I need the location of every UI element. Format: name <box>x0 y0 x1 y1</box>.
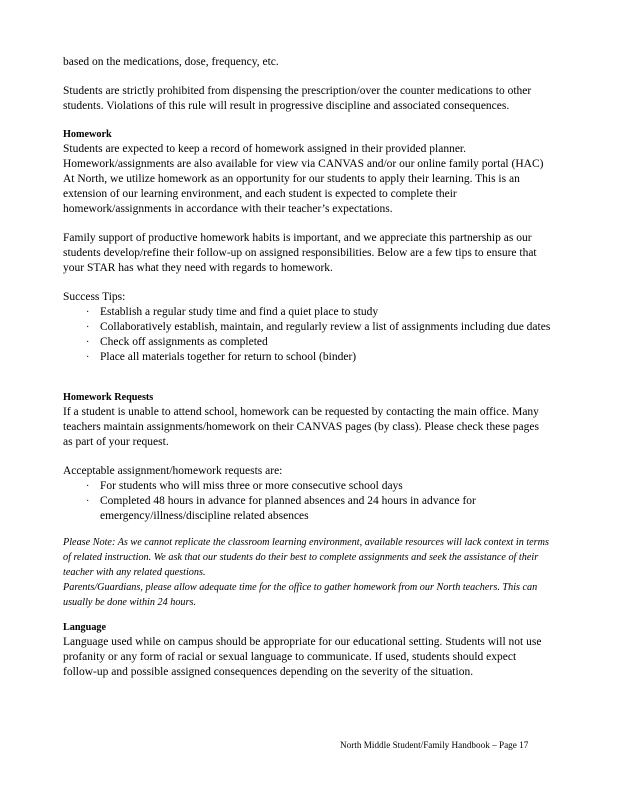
page-footer: North Middle Student/Family Handbook – Page 17 <box>340 740 529 750</box>
homework-requests-heading: Homework Requests <box>63 392 154 403</box>
dispensing-rule-text: Students are strictly prohibited from dispensing the prescription/over the counter medications to other students. Violations of this rule will result in progressive discipline and associated consequences. <box>63 85 532 112</box>
family-support-text: Family support of productive homework habits is important, and we appreciate this partnership as our students develop/refine their follow-up on assigned responsibilities. Below are a few tips to ensure that your STAR has what they need with regards to homework. <box>63 232 537 274</box>
homework-requests-body: If a student is unable to attend school, homework can be requested by contacting the main office. Many teachers maintain assignments/homework on their CANVAS pages (by class). Please check these pages as part of your request. <box>63 406 539 448</box>
acceptable-requests-title: Acceptable assignment/homework requests are: <box>63 465 283 477</box>
bullet-icon: · <box>86 307 90 318</box>
success-tips-title: Success Tips: <box>63 291 126 303</box>
bullet-icon: · <box>86 496 90 507</box>
document-page <box>63 55 551 680</box>
bullet-icon: · <box>86 337 90 348</box>
language-body: Language used while on campus should be appropriate for our educational setting. Students will not use profanity or any form of racial or sexual language to communicate. If used, students should expect follow-up and possible assigned consequences depending on the severity of the situation. <box>63 636 542 678</box>
homework-heading: Homework <box>63 129 112 140</box>
parents-note-text: Parents/Guardians, please allow adequate time for the office to gather homework from our North teachers. This can usually be done within 24 hours. <box>63 582 538 608</box>
bullet-icon: · <box>86 481 90 492</box>
list-item: · For students who will miss three or more consecutive school days <box>86 480 403 492</box>
list-item: · Collaboratively establish, maintain, and regularly review a list of assignments including due dates <box>86 321 551 333</box>
list-item: · Completed 48 hours in advance for planned absences and 24 hours in advance for emergency/illness/discipline related absences <box>86 495 476 522</box>
success-tips-list <box>63 305 551 365</box>
acceptable-requests-list <box>63 479 551 524</box>
language-heading: Language <box>63 622 107 633</box>
homework-body: Students are expected to keep a record of homework assigned in their provided planner. Homework/assignments are also available for view via CANVAS and/or our online family portal (HAC) At North, we utilize homework as an opportunity for our students to apply their learning. This is an extension of our learning environment, and each student is expected to complete their homework/assignments in accordance with their teacher’s expectations. <box>63 143 544 215</box>
bullet-icon: · <box>86 322 90 333</box>
list-item: · Establish a regular study time and find a quiet place to study <box>86 306 379 318</box>
list-item: · Check off assignments as completed <box>86 336 268 348</box>
medications-continued-text: based on the medications, dose, frequency, etc. <box>63 56 279 68</box>
list-item: · Place all materials together for return to school (binder) <box>86 351 357 363</box>
bullet-icon: · <box>86 352 90 363</box>
please-note-text: Please Note: As we cannot replicate the classroom learning environment, available resources will lack context in terms of related instruction. We ask that our students do their best to complete assignments and seek the assistance of their teacher with any related questions. <box>63 537 549 578</box>
